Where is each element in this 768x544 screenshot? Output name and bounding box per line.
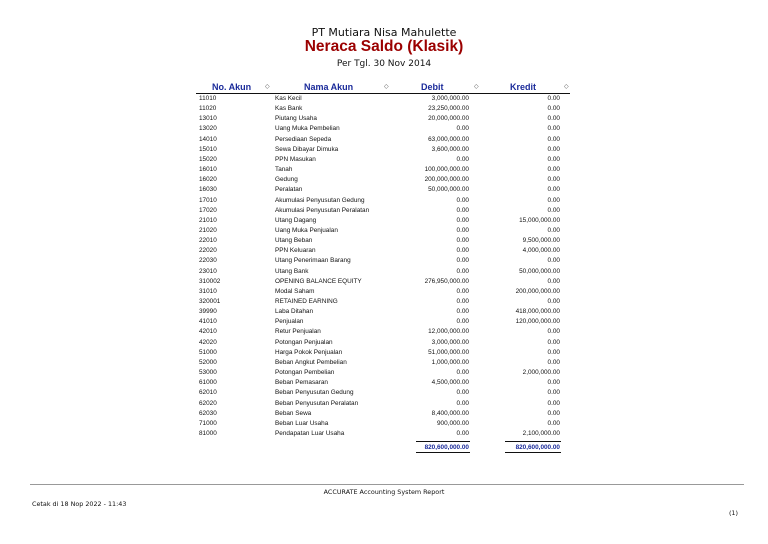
- kredit-cell: 0.00: [547, 348, 560, 356]
- sort-diamond-icon[interactable]: ◇: [564, 84, 569, 90]
- kredit-cell: 0.00: [547, 226, 560, 234]
- account-name-cell: Persediaan Sepeda: [275, 135, 332, 143]
- debit-cell: 900,000.00: [437, 419, 469, 427]
- account-number-cell: 310002: [199, 277, 221, 285]
- footer-report-name: ACCURATE Accounting System Report: [323, 488, 445, 496]
- kredit-cell: 0.00: [547, 206, 560, 214]
- account-number-cell: 31010: [199, 287, 217, 295]
- table-row: [0, 216, 768, 226]
- debit-cell: 0.00: [456, 318, 469, 326]
- account-number-cell: 17010: [199, 196, 217, 204]
- account-number-cell: 52000: [199, 358, 217, 366]
- debit-cell: 63,000,000.00: [428, 135, 469, 143]
- account-name-cell: Tanah: [275, 166, 293, 174]
- account-number-cell: 23010: [199, 267, 217, 275]
- account-name-cell: Retur Penjualan: [275, 328, 321, 336]
- kredit-cell: 9,500,000.00: [522, 237, 560, 245]
- kredit-cell: 0.00: [547, 166, 560, 174]
- table-row: [0, 256, 768, 266]
- account-number-cell: 62030: [199, 409, 217, 417]
- kredit-cell: 0.00: [547, 379, 560, 387]
- table-row: [0, 104, 768, 114]
- table-row: [0, 246, 768, 256]
- debit-cell: 8,400,000.00: [431, 409, 469, 417]
- debit-cell: 0.00: [456, 267, 469, 275]
- account-number-cell: 39990: [199, 308, 217, 316]
- debit-cell: 4,500,000.00: [431, 379, 469, 387]
- page-number: (1): [728, 509, 738, 517]
- account-number-cell: 21020: [199, 226, 217, 234]
- column-header-row: [0, 82, 768, 93]
- debit-cell: 0.00: [456, 389, 469, 397]
- column-header-debit[interactable]: Debit: [421, 82, 444, 92]
- account-name-cell: Gedung: [275, 176, 298, 184]
- company-name: PT Mutiara Nisa Mahulette: [311, 26, 457, 39]
- kredit-cell: 0.00: [547, 105, 560, 113]
- kredit-cell: 0.00: [547, 399, 560, 407]
- kredit-cell: 0.00: [547, 338, 560, 346]
- account-name-cell: Utang Penerimaan Barang: [275, 257, 351, 265]
- table-row: [0, 124, 768, 134]
- account-name-cell: Pendapatan Luar Usaha: [275, 429, 345, 437]
- account-name-cell: Kas Kecil: [275, 95, 302, 102]
- kredit-cell: 0.00: [547, 135, 560, 143]
- table-row: [0, 287, 768, 297]
- account-number-cell: 22010: [199, 237, 217, 245]
- kredit-cell: 4,000,000.00: [522, 247, 560, 255]
- printed-timestamp: Cetak di 18 Nop 2022 - 11:43: [32, 500, 127, 508]
- kredit-cell: 0.00: [547, 419, 560, 427]
- totals-row: [0, 443, 768, 453]
- debit-cell: 0.00: [456, 125, 469, 133]
- table-row: [0, 409, 768, 419]
- debit-cell: 0.00: [456, 155, 469, 163]
- account-name-cell: Laba Ditahan: [275, 308, 314, 316]
- account-name-cell: Kas Bank: [275, 105, 303, 113]
- debit-cell: 0.00: [456, 308, 469, 316]
- account-number-cell: 15010: [199, 145, 217, 153]
- debit-cell: 50,000,000.00: [428, 186, 469, 194]
- kredit-cell: 15,000,000.00: [519, 216, 560, 224]
- kredit-cell: 0.00: [547, 196, 560, 204]
- kredit-cell: 0.00: [547, 176, 560, 184]
- account-number-cell: 11010: [199, 95, 217, 102]
- table-row: [0, 175, 768, 185]
- debit-cell: 1,000,000.00: [431, 358, 469, 366]
- report-title: Neraca Saldo (Klasik): [304, 38, 464, 55]
- column-header-nama-akun[interactable]: Nama Akun: [304, 82, 354, 92]
- debit-cell: 20,000,000.00: [428, 115, 469, 123]
- account-name-cell: Akumulasi Penyusutan Gedung: [275, 196, 365, 204]
- column-header-kredit[interactable]: Kredit: [510, 82, 537, 92]
- debit-cell: 0.00: [456, 257, 469, 265]
- kredit-cell: 0.00: [547, 186, 560, 194]
- kredit-cell: 0.00: [547, 358, 560, 366]
- kredit-cell: 0.00: [547, 409, 560, 417]
- account-name-cell: Sewa Dibayar Dimuka: [275, 145, 339, 153]
- account-number-cell: 22030: [199, 257, 217, 265]
- kredit-cell: 0.00: [547, 155, 560, 163]
- account-number-cell: 62020: [199, 399, 217, 407]
- debit-cell: 0.00: [456, 429, 469, 437]
- table-row: [0, 358, 768, 368]
- debit-cell: 200,000,000.00: [424, 176, 469, 184]
- table-row: [0, 114, 768, 124]
- debit-cell: 0.00: [456, 216, 469, 224]
- debit-cell: 0.00: [456, 287, 469, 295]
- table-row: [0, 297, 768, 307]
- table-row: [0, 226, 768, 236]
- table-row: [0, 399, 768, 409]
- debit-cell: 276,950,000.00: [424, 277, 469, 285]
- account-number-cell: 13010: [199, 115, 217, 123]
- kredit-cell: 200,000,000.00: [515, 287, 560, 295]
- account-number-cell: 81000: [199, 429, 217, 437]
- debit-cell: 0.00: [456, 196, 469, 204]
- account-name-cell: Modal Saham: [275, 287, 315, 295]
- table-row: [0, 338, 768, 348]
- account-number-cell: 16020: [199, 176, 217, 184]
- account-name-cell: Piutang Usaha: [275, 115, 317, 123]
- account-number-cell: 42020: [199, 338, 217, 346]
- debit-cell: 51,000,000.00: [428, 348, 469, 356]
- account-number-cell: 51000: [199, 348, 217, 356]
- account-name-cell: Utang Dagang: [275, 216, 317, 224]
- account-name-cell: Beban Luar Usaha: [275, 419, 329, 427]
- debit-cell: 0.00: [456, 247, 469, 255]
- debit-cell: 0.00: [456, 237, 469, 245]
- account-number-cell: 21010: [199, 216, 217, 224]
- account-name-cell: Beban Penyusutan Gedung: [275, 389, 354, 397]
- kredit-cell: 0.00: [547, 298, 560, 305]
- account-number-cell: 13020: [199, 125, 217, 133]
- kredit-cell: 2,000,000.00: [522, 369, 560, 377]
- debit-cell: 3,000,000.00: [431, 338, 469, 346]
- debit-cell: 0.00: [456, 226, 469, 234]
- debit-cell: 3,000,000.00: [431, 95, 469, 102]
- account-name-cell: Potongan Pembelian: [275, 369, 335, 377]
- table-row: [0, 155, 768, 165]
- table-row: [0, 348, 768, 358]
- account-number-cell: 42010: [199, 328, 217, 336]
- debit-cell: 0.00: [456, 399, 469, 407]
- account-name-cell: OPENING BALANCE EQUITY: [275, 277, 362, 285]
- total-debit: 820,600,000.00: [424, 444, 469, 451]
- account-name-cell: PPN Keluaran: [275, 247, 316, 255]
- kredit-cell: 0.00: [547, 328, 560, 336]
- table-row: [0, 236, 768, 246]
- table-row: [0, 327, 768, 337]
- debit-cell: 0.00: [456, 369, 469, 377]
- account-name-cell: Akumulasi Penyusutan Peralatan: [275, 206, 370, 214]
- table-row: [0, 388, 768, 398]
- kredit-cell: 0.00: [547, 257, 560, 265]
- account-name-cell: RETAINED EARNING: [275, 298, 338, 305]
- account-number-cell: 11020: [199, 105, 217, 113]
- table-row: [0, 267, 768, 277]
- debit-cell: 0.00: [456, 298, 469, 305]
- table-row: [0, 185, 768, 195]
- kredit-cell: 2,100,000.00: [522, 429, 560, 437]
- kredit-sum-line: [505, 441, 561, 442]
- account-name-cell: Beban Penyusutan Peralatan: [275, 399, 359, 407]
- footer-divider: [30, 484, 744, 485]
- kredit-cell: 0.00: [547, 145, 560, 153]
- kredit-cell: 418,000,000.00: [515, 308, 560, 316]
- debit-cell: 23,250,000.00: [428, 105, 469, 113]
- column-header-no-akun[interactable]: No. Akun: [212, 82, 252, 92]
- table-row: [0, 429, 768, 439]
- table-row: [0, 317, 768, 327]
- table-row: [0, 196, 768, 206]
- kredit-double-underline: [505, 452, 561, 453]
- table-row: [0, 135, 768, 145]
- account-name-cell: Peralatan: [275, 186, 303, 194]
- debit-sum-line: [416, 441, 470, 442]
- table-row: [0, 277, 768, 287]
- table-row: [0, 368, 768, 378]
- account-number-cell: 320001: [199, 298, 221, 305]
- account-number-cell: 41010: [199, 318, 217, 326]
- account-name-cell: Utang Bank: [275, 267, 309, 275]
- kredit-cell: 0.00: [547, 389, 560, 397]
- account-number-cell: 16010: [199, 166, 217, 174]
- sort-diamond-icon[interactable]: ◇: [265, 84, 270, 90]
- account-name-cell: Beban Pemasaran: [275, 379, 328, 387]
- account-number-cell: 62010: [199, 389, 217, 397]
- account-number-cell: 15020: [199, 155, 217, 163]
- table-row: [0, 206, 768, 216]
- table-row: [0, 307, 768, 317]
- sort-diamond-icon[interactable]: ◇: [384, 84, 389, 90]
- account-number-cell: 16030: [199, 186, 217, 194]
- account-name-cell: Uang Muka Pembelian: [275, 125, 340, 133]
- table-row: [0, 145, 768, 155]
- debit-cell: 100,000,000.00: [424, 166, 469, 174]
- account-name-cell: Uang Muka Penjualan: [275, 226, 338, 234]
- debit-cell: 3,600,000.00: [431, 145, 469, 153]
- debit-cell: 12,000,000.00: [428, 328, 469, 336]
- kredit-cell: 0.00: [547, 95, 560, 102]
- account-number-cell: 14010: [199, 135, 217, 143]
- table-row: [0, 378, 768, 388]
- account-name-cell: Harga Pokok Penjualan: [275, 348, 343, 356]
- kredit-cell: 50,000,000.00: [519, 267, 560, 275]
- account-name-cell: Beban Angkut Pembelian: [275, 358, 347, 366]
- kredit-cell: 0.00: [547, 277, 560, 285]
- account-name-cell: Utang Beban: [275, 237, 313, 245]
- account-name-cell: Potongan Penjualan: [275, 338, 333, 346]
- table-row: [0, 165, 768, 175]
- account-number-cell: 17020: [199, 206, 217, 214]
- table-row: [0, 94, 768, 104]
- account-number-cell: 71000: [199, 419, 217, 427]
- account-name-cell: Beban Sewa: [275, 409, 312, 417]
- account-name-cell: Penjualan: [275, 318, 304, 326]
- kredit-cell: 0.00: [547, 115, 560, 123]
- kredit-cell: 0.00: [547, 125, 560, 133]
- debit-double-underline: [416, 452, 470, 453]
- report-period: Per Tgl. 30 Nov 2014: [336, 59, 432, 69]
- kredit-cell: 120,000,000.00: [515, 318, 560, 326]
- account-number-cell: 53000: [199, 369, 217, 377]
- account-name-cell: PPN Masukan: [275, 155, 316, 163]
- debit-cell: 0.00: [456, 206, 469, 214]
- sort-diamond-icon[interactable]: ◇: [474, 84, 479, 90]
- account-number-cell: 22020: [199, 247, 217, 255]
- total-kredit: 820,600,000.00: [515, 444, 560, 451]
- table-row: [0, 419, 768, 429]
- account-number-cell: 61000: [199, 379, 217, 387]
